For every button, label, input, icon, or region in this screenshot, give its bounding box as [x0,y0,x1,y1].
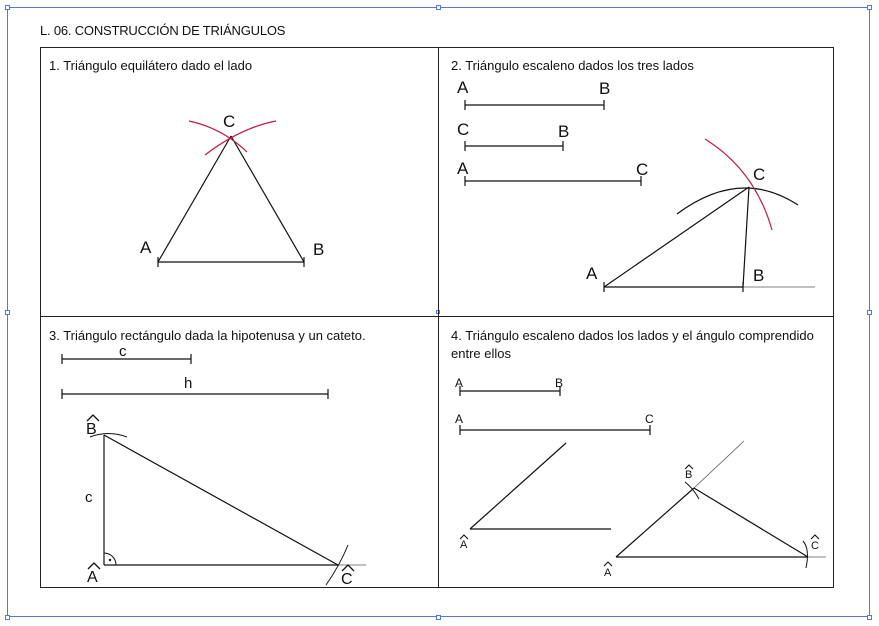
label-a: A [87,569,98,586]
segment-cb-label-end: B [558,122,570,141]
side-ab-extension [694,441,744,488]
segment-ac-label-end: C [636,160,649,179]
given-angle-label-hat [460,535,468,551]
label-c-hat [811,535,819,552]
segment-ab-label-start: A [457,78,469,97]
label-a-hat [87,563,100,586]
segment-c-label: c [119,343,127,360]
construction-arc-from-a [189,121,247,152]
label-c: C [811,540,819,552]
panel-4-title-line-2: entre ellos [451,346,511,361]
side-ac [158,136,231,262]
label-b: B [753,266,765,285]
panel-4-title-line-1: 4. Triángulo escaleno dados los lados y el ángulo comprendido [451,328,814,343]
segment-ac-label-start: A [457,159,469,178]
panel-1-title: 1. Triángulo equilátero dado el lado [49,58,253,73]
side-bc [743,187,749,287]
construction-arc-from-b [705,139,772,230]
label-a-hat [604,562,612,579]
panel-2-title: 2. Triángulo escaleno dados los tres lados [451,58,694,73]
panel-4-drawing [460,386,826,568]
label-c-hat [341,565,354,588]
label-c: C [341,571,353,588]
label-a: A [140,238,152,257]
segment-ab-label-end: B [599,79,611,98]
panel-3-title: 3. Triángulo rectángulo dada la hipotenusa y un cateto. [49,328,366,343]
right-angle-dot [109,559,111,561]
circumflex-icon [811,535,819,539]
hypotenuse [104,435,338,565]
segment-cb-label-start: C [457,120,470,139]
label-b: B [313,240,325,259]
sheet-title: L. 06. CONSTRUCCIÓN DE TRIÁNGULOS [40,23,286,38]
segment-ab-label-start: A [455,376,464,390]
label-a: A [586,264,598,283]
label-b: B [685,469,693,481]
label-c: C [223,112,236,131]
segment-h-label: h [184,375,193,392]
construction-arc-from-a [677,188,798,214]
side-ab [616,488,694,557]
given-angle-label: A [460,539,468,551]
side-bc [231,136,304,262]
circumflex-icon [604,562,612,566]
panel-1-drawing [158,121,304,267]
panel-2-drawing [465,100,815,292]
segment-ab-label-end: B [555,376,564,390]
side-c-label: c [85,489,93,506]
segment-ac-label-start: A [455,412,464,426]
segment-ac-label-end: C [645,412,654,426]
label-c: C [753,165,766,184]
side-bc [694,488,808,557]
label-a: A [604,567,612,579]
side-ac [604,187,749,287]
construction-arc-from-b [205,121,276,155]
label-b-hat [685,465,693,481]
panel-3-drawing [62,354,366,585]
given-angle-arm-oblique [470,443,566,529]
label-b: B [86,421,97,438]
